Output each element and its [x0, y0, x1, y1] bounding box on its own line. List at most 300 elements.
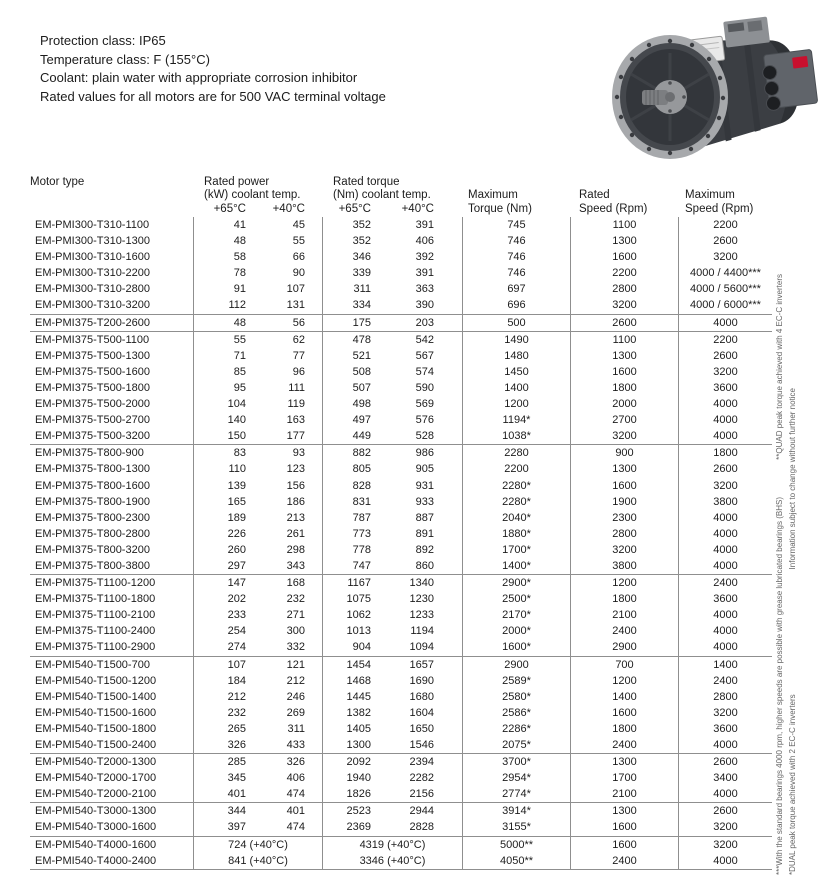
max-speed-cell: 2400 [678, 673, 772, 689]
table-group [30, 836, 772, 869]
rated-torque-40-cell: 528 [415, 430, 434, 443]
rated-torque-40-cell: 1604 [409, 706, 434, 719]
rated-torque-65-cell: 507 [322, 380, 385, 396]
rated-torque-40-cell: 1657 [409, 658, 434, 671]
rated-power-65-cell: 232 [193, 705, 258, 721]
max-speed-cell: 3200 [678, 837, 772, 853]
rated-power-65-cell: 78 [193, 265, 258, 281]
max-torque-cell: 746 [462, 249, 570, 265]
max-speed-cell: 4000 / 6000*** [678, 297, 772, 313]
max-torque-cell: 2000* [462, 623, 570, 639]
max-speed-cell: 3200 [678, 364, 772, 380]
rated-power-65-cell: 202 [193, 591, 258, 607]
rated-torque-40-cell: 905 [415, 463, 434, 476]
motor-type-cell: EM-PMI375-T1100-2400 [35, 625, 156, 638]
max-speed-cell: 2600 [678, 348, 772, 364]
rated-torque-40-cell: 1094 [409, 641, 434, 654]
max-torque-cell: 2500* [462, 591, 570, 607]
rated-power-40-cell: 156 [286, 479, 305, 492]
max-speed-cell: 3600 [678, 721, 772, 737]
max-speed-cell: 2800 [678, 689, 772, 705]
rated-torque-65-cell: 2369 [322, 819, 385, 835]
protection-class-line: Protection class: IP65 [40, 33, 166, 48]
header-max-torque [462, 176, 570, 216]
motor-type-cell: EM-PMI540-T4000-1600 [35, 838, 157, 851]
max-torque-cell: 1400* [462, 558, 570, 574]
rated-speed-cell: 3200 [570, 542, 678, 558]
rated-torque-40-cell: 363 [415, 283, 434, 296]
rated-torque-40-cell: 576 [415, 414, 434, 427]
max-speed-cell: 4000 / 5600*** [678, 281, 772, 297]
table-row [30, 853, 772, 869]
max-torque-label-2: Torque (Nm) [468, 202, 532, 215]
rated-power-40-cell: 343 [286, 559, 305, 572]
rated-power-65-cell: 184 [193, 673, 258, 689]
max-torque-cell: 3700* [462, 754, 570, 770]
table-row [30, 737, 772, 753]
max-speed-cell: 4000 [678, 558, 772, 574]
max-torque-cell: 2280 [462, 445, 570, 461]
motor-type-cell: EM-PMI375-T500-3200 [35, 430, 150, 443]
rated-power-40-cell: 107 [286, 283, 305, 296]
power-temp-65-label: +65°C [213, 202, 246, 215]
rated-power-40-cell: 269 [286, 706, 305, 719]
motor-type-cell: EM-PMI375-T800-3200 [35, 543, 150, 556]
table-row [30, 348, 772, 364]
table-row [30, 478, 772, 494]
max-torque-label-1: Maximum [468, 189, 518, 202]
rated-speed-cell: 1200 [570, 673, 678, 689]
rated-speed-cell: 2200 [570, 265, 678, 281]
table-row [30, 412, 772, 428]
temperature-class-line: Temperature class: F (155°C) [40, 51, 210, 67]
rated-torque-65-cell: 1454 [322, 657, 385, 673]
rated-power-40-cell: 90 [292, 267, 305, 280]
rated-power-65-cell: 233 [193, 607, 258, 623]
max-speed-cell: 4000 [678, 623, 772, 639]
rated-torque-65-cell: 508 [322, 364, 385, 380]
max-torque-cell: 4050** [462, 853, 570, 869]
table-row [30, 445, 772, 461]
motor-photo-illustration [600, 10, 820, 175]
table-row [30, 297, 772, 313]
rated-speed-cell: 1600 [570, 819, 678, 835]
rated-power-65-cell: 41 [193, 217, 258, 233]
rated-power-65-cell: 107 [193, 657, 258, 673]
rated-speed-label-1: Rated [579, 189, 610, 202]
rated-torque-40-cell: 1680 [409, 690, 434, 703]
max-speed-cell: 4000 [678, 428, 772, 444]
max-torque-cell: 2900 [462, 657, 570, 673]
rated-speed-cell: 2600 [570, 315, 678, 331]
max-torque-cell: 696 [462, 297, 570, 313]
torque-temp-40-label: +40°C [401, 202, 434, 215]
rated-power-40-cell: 311 [287, 722, 305, 735]
rated-speed-cell: 2800 [570, 281, 678, 297]
max-torque-cell: 2200 [462, 461, 570, 477]
table-group [30, 444, 772, 574]
rated-torque-65-cell: 882 [322, 445, 385, 461]
rated-power-65-cell: 139 [193, 478, 258, 494]
rated-torque-40-cell: 542 [415, 333, 434, 346]
rated-torque-40-cell: 406 [415, 235, 434, 248]
rated-torque-65-cell: 2092 [322, 754, 385, 770]
motor-type-label: Motor type [30, 176, 85, 188]
rated-power-40-cell: 56 [292, 316, 305, 329]
rated-torque-65-cell: 1940 [322, 770, 385, 786]
rated-speed-cell: 1800 [570, 380, 678, 396]
table-row [30, 542, 772, 558]
table-group [30, 331, 772, 445]
max-torque-cell: 746 [462, 233, 570, 249]
rated-power-40-cell: 474 [286, 821, 305, 834]
rated-speed-cell: 2300 [570, 510, 678, 526]
rated-speed-cell: 1100 [570, 332, 678, 348]
motor-type-cell: EM-PMI375-T500-2000 [35, 398, 150, 411]
rated-torque-40-cell: 1230 [409, 593, 434, 606]
max-speed-cell: 3800 [678, 494, 772, 510]
table-row [30, 249, 772, 265]
max-torque-cell: 1480 [462, 348, 570, 364]
rated-speed-cell: 2800 [570, 526, 678, 542]
rated-speed-cell: 1400 [570, 689, 678, 705]
rated-power-65-cell: 140 [193, 412, 258, 428]
table-row [30, 786, 772, 802]
rated-torque-65-cell: 778 [322, 542, 385, 558]
table-group [30, 802, 772, 835]
rated-power-40-cell: 163 [286, 414, 305, 427]
rated-speed-cell: 1600 [570, 837, 678, 853]
header-rated-speed [570, 176, 678, 216]
rated-torque-40-cell: 2156 [409, 788, 434, 801]
motor-type-cell: EM-PMI375-T1100-1800 [35, 593, 156, 606]
rated-power-65-cell: 112 [193, 297, 258, 313]
motor-type-cell: EM-PMI375-T800-2300 [35, 511, 150, 524]
rated-speed-cell: 2400 [570, 737, 678, 753]
rated-values-line: Rated values for all motors are for 500 VAC terminal voltage [40, 88, 386, 104]
rated-speed-cell: 1800 [570, 721, 678, 737]
rated-torque-span-cell: 3346 (+40°C) [322, 853, 462, 869]
max-torque-cell: 1200 [462, 396, 570, 412]
table-row [30, 721, 772, 737]
rated-torque-40-cell: 2944 [409, 805, 434, 818]
table-header [30, 176, 772, 216]
rated-torque-40-cell: 1546 [409, 739, 434, 751]
motor-type-cell: EM-PMI300-T310-1100 [35, 219, 150, 231]
header-motor-type [30, 176, 193, 216]
motor-type-cell: EM-PMI300-T310-2200 [35, 267, 150, 280]
table-row [30, 623, 772, 639]
rated-torque-65-cell: 1405 [322, 721, 385, 737]
rated-torque-65-cell: 1075 [322, 591, 385, 607]
motor-type-cell: EM-PMI375-T500-1100 [35, 333, 150, 346]
max-speed-cell: 4000 [678, 853, 772, 869]
rated-torque-40-cell: 1650 [409, 722, 434, 735]
rated-torque-65-cell: 352 [322, 217, 385, 233]
rated-speed-cell: 1600 [570, 364, 678, 380]
table-row [30, 510, 772, 526]
rated-power-65-cell: 274 [193, 639, 258, 655]
rated-speed-cell: 3800 [570, 558, 678, 574]
rated-torque-40-cell: 1194 [410, 625, 434, 638]
rated-power-65-cell: 147 [193, 575, 258, 591]
rated-speed-cell: 1100 [570, 217, 678, 233]
rated-torque-40-cell: 860 [415, 559, 434, 572]
max-speed-cell: 3200 [678, 705, 772, 721]
rated-torque-65-cell: 904 [322, 639, 385, 655]
motor-type-cell: EM-PMI375-T800-3800 [35, 559, 150, 572]
table-row [30, 315, 772, 331]
rated-torque-65-cell: 1826 [322, 786, 385, 802]
table-row [30, 837, 772, 853]
rated-torque-65-cell: 352 [322, 233, 385, 249]
rated-power-65-cell: 91 [193, 281, 258, 297]
rated-torque-40-cell: 392 [415, 251, 434, 264]
footnote-info-notice: Information subject to change without further notice [788, 388, 797, 570]
rated-torque-65-cell: 787 [322, 510, 385, 526]
rated-power-65-cell: 150 [193, 428, 258, 444]
max-torque-cell: 1194* [462, 412, 570, 428]
max-speed-cell: 2600 [678, 233, 772, 249]
rated-speed-cell: 700 [570, 657, 678, 673]
rated-power-65-cell: 95 [193, 380, 258, 396]
max-speed-cell: 3200 [678, 249, 772, 265]
rated-speed-cell: 3200 [570, 297, 678, 313]
table-group [30, 753, 772, 802]
rated-torque-40-cell: 569 [415, 398, 434, 411]
rated-torque-40-cell: 1233 [409, 609, 434, 622]
rated-power-65-cell: 212 [193, 689, 258, 705]
max-speed-cell: 2600 [678, 461, 772, 477]
max-speed-cell: 3600 [678, 380, 772, 396]
max-speed-cell: 4000 [678, 526, 772, 542]
table-row [30, 657, 772, 673]
rated-speed-cell: 2700 [570, 412, 678, 428]
motor-type-cell: EM-PMI540-T2000-2100 [35, 788, 157, 801]
rated-power-40-cell: 246 [286, 690, 305, 703]
rated-power-40-cell: 271 [286, 609, 305, 622]
rated-power-40-cell: 96 [292, 365, 305, 378]
rated-speed-cell: 1700 [570, 770, 678, 786]
motor-type-cell: EM-PMI540-T1500-700 [35, 658, 150, 671]
rated-torque-span-cell: 4319 (+40°C) [322, 837, 462, 853]
table-body [30, 217, 772, 870]
header-rated-power [193, 176, 322, 216]
rated-torque-65-cell: 339 [322, 265, 385, 281]
rated-torque-65-cell: 1382 [322, 705, 385, 721]
rated-speed-cell: 2900 [570, 639, 678, 655]
max-speed-cell: 4000 [678, 607, 772, 623]
rated-torque-65-cell: 2523 [322, 803, 385, 819]
max-speed-cell: 4000 [678, 396, 772, 412]
motor-type-cell: EM-PMI375-T800-900 [35, 447, 144, 460]
max-torque-cell: 1450 [462, 364, 570, 380]
table-row [30, 591, 772, 607]
max-torque-cell: 2774* [462, 786, 570, 802]
rated-power-40-cell: 433 [286, 739, 305, 751]
rated-torque-40-cell: 391 [415, 219, 434, 231]
rated-power-65-cell: 110 [193, 461, 258, 477]
rated-torque-40-cell: 574 [415, 365, 434, 378]
rated-speed-label-2: Speed (Rpm) [579, 202, 648, 215]
rated-torque-65-cell: 478 [322, 332, 385, 348]
rated-power-65-cell: 260 [193, 542, 258, 558]
max-torque-cell: 2589* [462, 673, 570, 689]
rated-power-65-cell: 297 [193, 558, 258, 574]
max-speed-cell: 3200 [678, 478, 772, 494]
motor-type-cell: EM-PMI540-T1500-1600 [35, 706, 157, 719]
motor-type-cell: EM-PMI540-T3000-1300 [35, 805, 157, 818]
rated-speed-cell: 3200 [570, 428, 678, 444]
rated-power-40-cell: 62 [292, 333, 305, 346]
rated-power-65-cell: 265 [193, 721, 258, 737]
table-row [30, 380, 772, 396]
table-row [30, 332, 772, 348]
table-row [30, 558, 772, 574]
rated-torque-65-cell: 497 [322, 412, 385, 428]
motor-type-cell: EM-PMI375-T1100-1200 [35, 577, 156, 590]
footnote-column-2 [787, 388, 798, 875]
max-torque-cell: 745 [462, 217, 570, 233]
rated-power-40-cell: 232 [286, 593, 305, 606]
table-row [30, 689, 772, 705]
rated-power-65-cell: 48 [193, 233, 258, 249]
motor-type-cell: EM-PMI540-T2000-1300 [35, 756, 157, 769]
motor-type-cell: EM-PMI375-T800-1600 [35, 479, 150, 492]
rated-power-65-cell: 189 [193, 510, 258, 526]
max-speed-cell: 4000 [678, 315, 772, 331]
rated-torque-65-cell: 831 [322, 494, 385, 510]
intro-text-block [40, 32, 386, 106]
header-rated-torque [322, 176, 462, 216]
rated-torque-65-cell: 1300 [322, 737, 385, 753]
max-torque-cell: 3155* [462, 819, 570, 835]
rated-torque-65-cell: 311 [322, 281, 385, 297]
rated-torque-65-cell: 828 [322, 478, 385, 494]
table-row [30, 770, 772, 786]
table-row [30, 396, 772, 412]
rated-speed-cell: 1600 [570, 705, 678, 721]
max-torque-cell: 2280* [462, 494, 570, 510]
rated-torque-65-cell: 334 [322, 297, 385, 313]
max-torque-cell: 1400 [462, 380, 570, 396]
rated-speed-cell: 1600 [570, 249, 678, 265]
max-torque-cell: 1038* [462, 428, 570, 444]
rated-power-65-cell: 104 [193, 396, 258, 412]
max-torque-cell: 2586* [462, 705, 570, 721]
motor-type-cell: EM-PMI375-T500-1300 [35, 349, 150, 362]
table-row [30, 819, 772, 835]
table-group [30, 217, 772, 314]
motor-type-cell: EM-PMI300-T310-2800 [35, 283, 150, 296]
rated-power-40-cell: 474 [286, 788, 305, 801]
rated-power-40-cell: 131 [286, 299, 305, 312]
rated-torque-65-cell: 805 [322, 461, 385, 477]
rated-speed-cell: 2100 [570, 607, 678, 623]
rated-speed-cell: 2400 [570, 853, 678, 869]
motor-type-cell: EM-PMI300-T310-1300 [35, 235, 150, 248]
motor-type-cell: EM-PMI540-T1500-2400 [35, 739, 157, 751]
rated-speed-cell: 1300 [570, 233, 678, 249]
max-speed-cell: 4000 [678, 786, 772, 802]
table-group [30, 574, 772, 655]
rated-power-40-cell: 213 [286, 511, 305, 524]
table-row [30, 705, 772, 721]
rated-torque-40-cell: 891 [415, 527, 434, 540]
rated-power-40-cell: 55 [292, 235, 305, 248]
table-row [30, 639, 772, 655]
rated-torque-40-cell: 986 [415, 447, 434, 460]
rated-torque-40-cell: 887 [415, 511, 434, 524]
rated-power-40-cell: 326 [286, 756, 305, 769]
table-row [30, 233, 772, 249]
rated-speed-cell: 2000 [570, 396, 678, 412]
rated-power-40-cell: 401 [286, 805, 305, 818]
table-group [30, 314, 772, 331]
coolant-line: Coolant: plain water with appropriate corrosion inhibitor [40, 70, 358, 86]
max-torque-cell: 2280* [462, 478, 570, 494]
max-speed-cell: 2400 [678, 575, 772, 591]
max-speed-cell: 4000 [678, 412, 772, 428]
rated-power-65-cell: 165 [193, 494, 258, 510]
max-torque-cell: 1700* [462, 542, 570, 558]
rated-power-40-cell: 298 [286, 543, 305, 556]
motor-type-cell: EM-PMI375-T800-1300 [35, 463, 150, 476]
rated-power-40-cell: 261 [286, 527, 305, 540]
max-speed-cell: 4000 [678, 542, 772, 558]
table-row [30, 461, 772, 477]
rated-power-65-cell: 48 [193, 315, 258, 331]
rated-power-40-cell: 93 [292, 447, 305, 460]
rated-torque-40-cell: 2394 [409, 756, 434, 769]
table-row [30, 364, 772, 380]
rated-power-40-cell: 77 [292, 349, 305, 362]
rated-power-65-cell: 401 [193, 786, 258, 802]
rated-power-65-cell: 83 [193, 445, 258, 461]
rated-power-unit-label: (kW) coolant temp. [204, 189, 301, 202]
rated-speed-cell: 2100 [570, 786, 678, 802]
rated-torque-label: Rated torque [333, 176, 400, 188]
rated-power-40-cell: 332 [286, 641, 305, 654]
table-row [30, 754, 772, 770]
rated-torque-40-cell: 892 [415, 543, 434, 556]
max-speed-cell: 2200 [678, 332, 772, 348]
rated-power-65-cell: 345 [193, 770, 258, 786]
max-torque-cell: 2286* [462, 721, 570, 737]
motor-type-cell: EM-PMI540-T1500-1400 [35, 690, 157, 703]
motor-type-cell: EM-PMI540-T1500-1800 [35, 722, 157, 735]
max-speed-cell: 1400 [678, 657, 772, 673]
rated-torque-65-cell: 346 [322, 249, 385, 265]
rated-torque-40-cell: 567 [415, 349, 434, 362]
motor-type-cell: EM-PMI375-T800-1900 [35, 495, 150, 508]
rated-torque-40-cell: 1340 [409, 577, 434, 590]
motor-type-cell: EM-PMI375-T800-2800 [35, 527, 150, 540]
rated-power-40-cell: 300 [286, 625, 305, 638]
max-torque-cell: 2580* [462, 689, 570, 705]
motor-type-cell: EM-PMI540-T2000-1700 [35, 772, 157, 785]
rated-torque-65-cell: 747 [322, 558, 385, 574]
max-torque-cell: 2040* [462, 510, 570, 526]
rated-power-65-cell: 397 [193, 819, 258, 835]
max-speed-cell: 4000 [678, 639, 772, 655]
table-row [30, 607, 772, 623]
rated-power-span-cell: 841 (+40°C) [193, 853, 322, 869]
rated-power-65-cell: 55 [193, 332, 258, 348]
rated-torque-40-cell: 1690 [409, 674, 434, 687]
motor-type-cell: EM-PMI375-T500-1800 [35, 381, 150, 394]
rated-torque-40-cell: 2828 [409, 821, 434, 834]
